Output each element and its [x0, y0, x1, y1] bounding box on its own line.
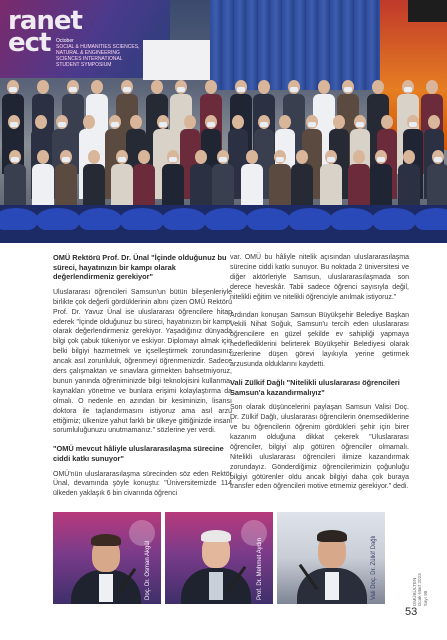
bulletin-info	[412, 573, 428, 606]
face-mask	[159, 122, 167, 127]
face-mask	[58, 122, 66, 127]
page-number: 53	[405, 606, 418, 618]
seat	[78, 208, 122, 230]
speaker	[408, 0, 447, 22]
person-head	[83, 115, 95, 129]
seat	[120, 208, 164, 230]
face-mask	[10, 122, 18, 127]
face-mask	[237, 87, 245, 92]
background-logo	[129, 520, 155, 546]
face-mask	[69, 87, 77, 92]
banner-year: October	[56, 38, 74, 44]
person-head	[35, 115, 47, 129]
seat	[162, 208, 206, 230]
person-shirt	[99, 574, 113, 602]
bulletin-date: Ocak-Mart 2023	[417, 573, 423, 607]
face-mask	[290, 87, 298, 92]
person-head	[381, 115, 393, 129]
person-shirt	[209, 572, 223, 600]
face-mask	[434, 157, 442, 162]
speaker-photo-2	[165, 512, 273, 604]
person-hair	[201, 530, 231, 542]
seat	[36, 208, 80, 230]
paragraph-mayor: Ardından konuşan Samsun Büyükşehir Belediye Başkan Vekili Nihat Soğuk, Samsun'u tercih eden uluslararası öğrencilere en güzel şekilde ev sahipliği yapmaya hedeflediklerini belirterek Büyükşehir Belediyesi olarak üzerlerine düşen görevi layıkıyla yerine getirmek arzusunda olduklarını kaydetti.	[230, 311, 409, 369]
banner-small-text: SOCIAL & HUMANITIES SCIENCES, NATURAL & ENGINEERING SCIENCES INTERNATIONAL STUDENT SYMPOSIUM	[56, 44, 140, 68]
face-mask	[308, 122, 316, 127]
paragraph-governor: Son olarak düşüncelerini paylaşan Samsun Valisi Doç. Dr. Zülkif Dağlı, uluslararası öğrencilerin önemsediklerine ve bu öğrencilerin öğrenim gördükleri şehir için birer kazanım olduğuna dikkat çekerek "Uluslararası öğrenciler, bilgiyi alıp götüren öğrenciler olmamalı. Nitelikli uluslararası öğrencileri ilimize kazandırmak zorundayız. Gönderdiğimiz öğrencilerimizin çoğunluğu bilgiyi götürenler oldu ancak bilgiyi daha çok buraya transfer eden öğrencileri motive etmemiz gerekiyor." dedi.	[230, 404, 409, 491]
face-mask	[9, 87, 17, 92]
paragraph-omu-contribution: OMÜ'nün uluslararasılaşma sürecinden söz eden Rektör Ünal, devamında şöyle konuştu: "Üniversitemizde 114 ülkeden yaklaşık 6 bin civarında öğrenci	[53, 470, 232, 498]
hero-photo	[0, 0, 447, 243]
background-logo	[241, 520, 267, 546]
person-head	[246, 150, 258, 164]
person-head	[184, 115, 196, 129]
seat	[288, 208, 332, 230]
article-column-right	[230, 253, 409, 500]
group-of-people	[0, 60, 447, 210]
person-head	[151, 80, 163, 94]
banner-word: ranet ect	[8, 6, 82, 58]
person-head	[195, 150, 207, 164]
face-mask	[11, 157, 19, 162]
seat	[204, 208, 248, 230]
bulletin-issue: Sayı 98	[422, 590, 428, 607]
person-head	[318, 80, 330, 94]
seat	[414, 208, 447, 230]
face-mask	[260, 122, 268, 127]
person-head	[372, 80, 384, 94]
person-head	[333, 115, 345, 129]
person-head	[426, 80, 438, 94]
person-head	[258, 80, 270, 94]
person-hair	[317, 530, 347, 542]
face-mask	[276, 157, 284, 162]
face-mask	[207, 122, 215, 127]
face-mask	[219, 157, 227, 162]
article-column-left	[53, 253, 232, 507]
speaker-photo-1	[53, 512, 161, 604]
person-shirt	[325, 572, 339, 600]
person-hair	[91, 534, 121, 546]
face-mask	[111, 122, 119, 127]
person-head	[353, 150, 365, 164]
person-head	[130, 115, 142, 129]
person-head	[88, 150, 100, 164]
heading-governor: Vali Zülkif Dağlı "Nitelikli uluslararası öğrencileri Samsun'a kazandırmalıyız"	[230, 377, 400, 397]
seat	[246, 208, 290, 230]
face-mask	[327, 157, 335, 162]
face-mask	[123, 87, 131, 92]
photo-caption: Prof. Dr. Mehmet Aydın	[257, 538, 263, 600]
face-mask	[62, 157, 70, 162]
face-mask	[404, 87, 412, 92]
heading-omu-contribution: "OMÜ mevcut hâliyle uluslararasılaşma sürecine ciddi katkı sunuyor"	[53, 444, 224, 463]
face-mask	[118, 157, 126, 162]
photo-caption: Doç. Dr. Osman Akgül	[145, 540, 151, 600]
heading-rector: OMÜ Rektörü Prof. Dr. Ünal "İçinde olduğunuz bu süreci, hayatınızın bir kampı olarak değerlendirmeniz gerekiyor"	[53, 253, 227, 282]
person-head	[91, 80, 103, 94]
face-mask	[377, 157, 385, 162]
person-head	[205, 80, 217, 94]
face-mask	[177, 87, 185, 92]
seat	[0, 208, 38, 230]
paragraph-rector-speech: Uluslararası öğrencileri Samsun'un bütün bileşenleriyle birlikte çok değerli gördüklerinin altını çizen OMÜ Rektörü Prof. Dr. Yavuz Ünal ise uluslararası öğrencilere hitap ederek "İçinde olduğunuz bu süreci, hayatınızın bir kampı olarak değerlendirmeniz gerekiyor. Yaşadığınız dünyada bilgi çok çabuk tükeniyor ve eskiyor. Diplomayı almak için belki bilgiyi hazmetmek ve içselleştirmek zorundasınız ancak asıl zorunluluk, öğrenmeyi öğrenmenizdir. Sadece ders çalışmaktan ve sınavlara girmekten bahsetmiyoruz, bunun yanında öğreniminizde bilgi teknolojisini kullanma, kaynakları yönetme ve bunlara erişimi kolaylaştırma da olmalı. O nedenle en azından bir kesiminizin, lisansı doktora ile taçlandırmasını istiyoruz ama asıl arzu ettiğimiz; ülkenize yahut farklı bir ülkeye gittiğinizde insani sorumluluğunuzu unutmamanız." sözlerine yer verdi.	[53, 288, 232, 435]
seat	[330, 208, 374, 230]
photo-caption: Vali Doç. Dr. Zülkif Dağlı	[371, 535, 377, 600]
speaker-photo-3	[277, 512, 385, 604]
face-mask	[409, 122, 417, 127]
face-mask	[356, 122, 364, 127]
paragraph-continued: var. OMÜ bu hâliyle nitelik açısından uluslararasılaşma sürecine ciddi katkı sunuyor. Bu noktada 2 üniversitesi ve diğer aktörleriyle Samsun, uluslararasılaşmada son derece heveskâr. Tabii sadece öğrenci sayısıyla değil, nitelikli eğitim ve nitelikli öğrenciyle anılmak istiyoruz."	[230, 254, 409, 301]
person-head	[232, 115, 244, 129]
seat	[372, 208, 416, 230]
face-mask	[169, 157, 177, 162]
face-mask	[344, 87, 352, 92]
bulletin-name: OMÜBÜLTEN	[411, 577, 417, 607]
person-head	[37, 80, 49, 94]
